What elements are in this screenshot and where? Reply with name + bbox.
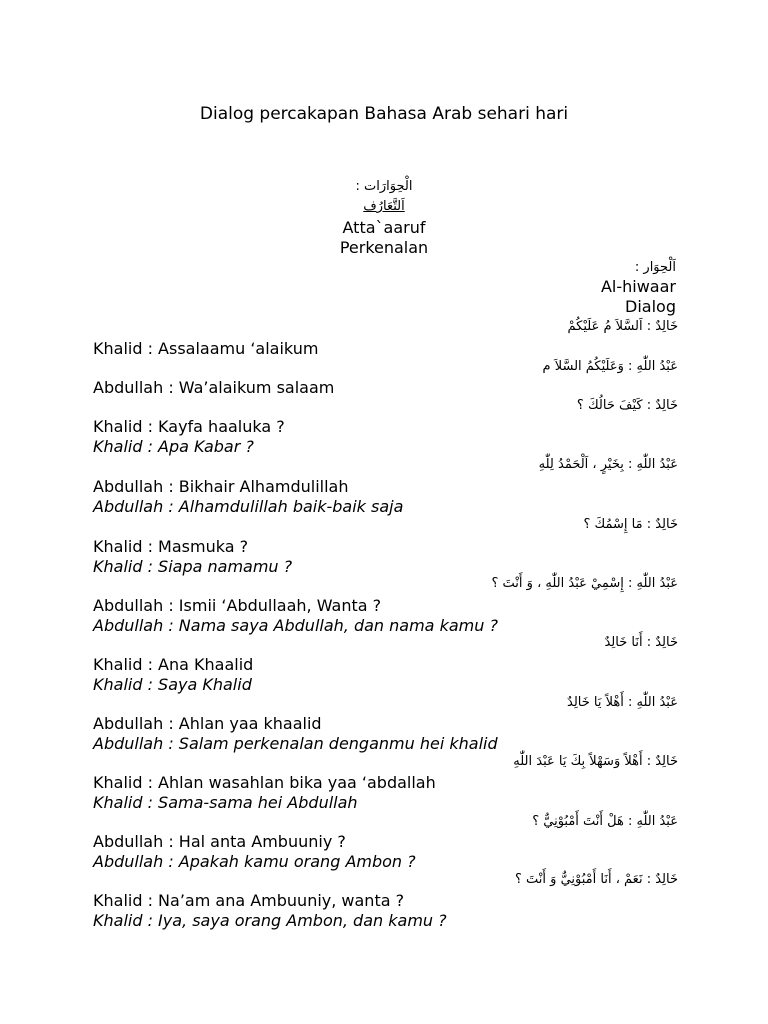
- dialog-line-latin: Khalid : Kayfa haaluka ?: [93, 417, 285, 436]
- intro-arabic-heading: الْحِوَارَات :: [355, 179, 413, 194]
- dialog-line-meaning: Khalid : Sama-sama hei Abdullah: [93, 793, 358, 812]
- dialog-line-latin: Khalid : Ahlan wasahlan bika yaa ‘abdallah: [93, 773, 436, 792]
- dialog-line-latin: Khalid : Masmuka ?: [93, 537, 249, 556]
- dialog-line-latin: Khalid : Assalaamu ‘alaikum: [93, 339, 319, 358]
- intro-meaning: Perkenalan: [339, 238, 429, 257]
- dialog-line-arabic: خَالِدٌ : أَهْلاً وَسَهْلاً بِكَ يَا عَبْدَ اللّٰهِ: [513, 754, 678, 769]
- dialog-line-arabic: خَالِدٌ : اَلسَّلاَ مُ عَلَيْكُمْ: [567, 319, 678, 334]
- dialog-line-meaning: Abdullah : Alhamdulillah baik-baik saja: [93, 497, 404, 516]
- dialog-line-meaning: Khalid : Saya Khalid: [93, 675, 252, 694]
- section-latin: Al-hiwaar: [600, 277, 676, 296]
- dialog-line-meaning: Abdullah : Apakah kamu orang Ambon ?: [93, 852, 416, 871]
- document-title: Dialog percakapan Bahasa Arab sehari hari: [199, 104, 569, 124]
- dialog-line-arabic: عَبْدُ اللّٰهِ : بِخَيْرٍ ، اَلْحَمْدُ لِلّٰهِ: [538, 457, 678, 472]
- section-arabic: اَلْحِوَار :: [634, 260, 676, 275]
- dialog-line-meaning: Abdullah : Salam perkenalan denganmu hei khalid: [93, 734, 498, 753]
- dialog-line-meaning: Khalid : Iya, saya orang Ambon, dan kamu ?: [93, 911, 447, 930]
- dialog-line-meaning: Khalid : Apa Kabar ?: [93, 437, 254, 456]
- dialog-line-arabic: خَالِدٌ : مَا إِسْمُكَ ؟: [583, 517, 678, 532]
- intro-latin-heading: Atta`aaruf: [342, 218, 426, 237]
- dialog-line-meaning: Khalid : Siapa namamu ?: [93, 557, 293, 576]
- dialog-line-arabic: خَالِدٌ : كَيْفَ حَالُكَ ؟: [576, 398, 678, 413]
- dialog-line-arabic: خَالِدٌ : أَنَا خَالِدٌ: [604, 635, 678, 650]
- dialog-line-latin: Khalid : Na’am ana Ambuuniy, wanta ?: [93, 891, 405, 910]
- dialog-line-latin: Khalid : Ana Khaalid: [93, 655, 254, 674]
- intro-arabic-subheading: اَلتَّعَارُف: [363, 199, 405, 214]
- dialog-line-arabic: عَبْدُ اللّٰهِ : هَلْ أَنْتَ أَمْبُوْنِيٌّ ؟: [532, 814, 678, 829]
- dialog-line-latin: Abdullah : Hal anta Ambuuniy ?: [93, 832, 346, 851]
- dialog-line-latin: Abdullah : Ahlan yaa khaalid: [93, 714, 322, 733]
- dialog-line-arabic: عَبْدُ اللّٰهِ : وَعَلَيْكُمُ السَّلاَ م: [542, 359, 678, 374]
- dialog-line-latin: Abdullah : Ismii ‘Abdullaah, Wanta ?: [93, 596, 382, 615]
- dialog-line-meaning: Abdullah : Nama saya Abdullah, dan nama kamu ?: [93, 616, 498, 635]
- section-meaning: Dialog: [625, 297, 676, 316]
- dialog-line-arabic: خَالِدٌ : نَعَمْ ، أَنَا أَمْبُوْنِيٌّ وَ أَنْتَ ؟: [515, 872, 678, 887]
- dialog-line-arabic: عَبْدُ اللّٰهِ : أَهْلاً يَا خَالِدٌ: [567, 695, 678, 710]
- dialog-line-arabic: عَبْدُ اللّٰهِ : إِسْمِيْ عَبْدُ اللّٰهِ ، وَ أَنْتَ ؟: [491, 576, 678, 591]
- dialog-line-latin: Abdullah : Wa’alaikum salaam: [93, 378, 335, 397]
- dialog-line-latin: Abdullah : Bikhair Alhamdulillah: [93, 477, 349, 496]
